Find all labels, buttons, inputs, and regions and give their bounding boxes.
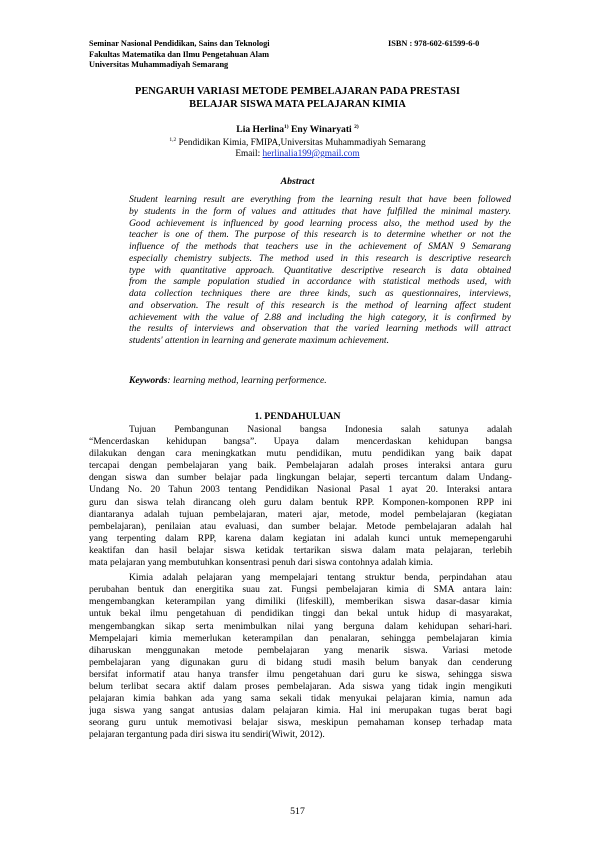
paragraph-line: mata pelajaran yang membutuhkan konsentrasi penuh dari siswa contohnya adalah kimia. xyxy=(89,557,433,569)
paragraph-line: mengembangkan sikap serta menimbulkan nilai yang berguna dalam kehidupan sehari-hari. xyxy=(89,620,512,632)
abstract-line: Student learning result are everything from the learning result that have been followed xyxy=(129,194,511,205)
abstract-line: especially chemistry subjects. The method used in this research is descriptive research xyxy=(129,252,511,264)
paragraph-line: pelajaran kimia bahkan ada yang sama sekali tidak menyukai pelajaran kimia, namun ada xyxy=(89,693,512,705)
author-sup: 1) xyxy=(284,124,289,130)
abstract-line: students' attention in learning and generate maximum achievement. xyxy=(129,335,389,346)
paragraph-line: Mempelajari kimia memerlukan keterampilan dan penalaran, sehingga pembelajaran kimia xyxy=(89,632,512,644)
paragraph-line: bersifat informatif atau hanya transfer ilmu pengetahuan dari guru ke siswa, sehingga siswa xyxy=(89,668,512,680)
paragraph-line: perubahan bentuk dan energitika suau zat. Fungsi pembelajaran kimia di SMA antara lain: xyxy=(89,584,512,596)
paragraph-line: pembelajaran), penilaian atau evaluasi, dan sumber belajar. Metode pembelajaran adalah hal xyxy=(89,520,512,532)
affiliation-text: Pendidikan Kimia, FMIPA,Universitas Muhammadiyah Semarang xyxy=(178,138,426,148)
abstract-line: and observation. The result of this research is the method of learning affect student xyxy=(129,299,511,311)
email-line xyxy=(80,149,515,159)
section-heading: 1. PENDAHULUAN xyxy=(254,411,341,422)
header-line-university: Universitas Muhammadiyah Semarang xyxy=(89,60,229,70)
paragraph-line: belum terlibat secara aktif dalam proses pembelajaran. Ada siswa yang tidak ingin mengikuti xyxy=(89,680,512,692)
affiliation xyxy=(80,137,515,148)
keywords-line xyxy=(129,375,327,386)
paragraph-line: guru dan siswa telah dirancang oleh guru dalam bentuk RPP. Komponen-komponen RPP ini xyxy=(89,496,512,508)
paragraph-line: dilakukan dengan cara meningkatkan mutu pendidikan, mutu pendidikan yang baik dapat xyxy=(89,448,512,460)
author-name: Eny Winaryati xyxy=(291,124,352,135)
abstract-line: teacher is one of them. The purpose of this research is to determine whether or not the xyxy=(129,229,511,241)
abstract-line: influence of the methods that teachers use in the achievement of SMAN 9 Semarang xyxy=(129,241,511,252)
isbn-label: ISBN : 978-602-61599-6-0 xyxy=(388,39,480,48)
paragraph-line: Kimia adalah pelajaran yang mempelajari tentang struktur benda, perpindahan atau xyxy=(129,572,512,584)
author-name: Lia Herlina xyxy=(236,124,284,135)
paragraph-line: dengan siswa dan sumber belajar pada lingkungan belajar, seperti tercantum dalam Undang- xyxy=(89,472,512,484)
abstract-line: from the sample population studied in accordance with statistical methods used, with xyxy=(129,276,511,288)
abstract-line: data collection techniques there are three kinds, such as questionnaires, interviews, xyxy=(129,288,511,299)
paragraph-line: tercapai dengan pembelajaran yang baik. Pembelajaran adalah proses interaksi antara guru xyxy=(89,460,512,472)
paragraph-line: untuk bekal ilmu pengetahuan di pendidikan tinggi dan bekal untuk hidup di masyarakat, xyxy=(89,608,512,620)
paragraph-line: keaktifan dan hasil belajar siswa ketidak tertarikan siswa dalam mata pelajaran, terlebih xyxy=(89,544,512,556)
header-line-conference: Seminar Nasional Pendidikan, Sains dan Teknologi xyxy=(89,39,270,48)
paper-title xyxy=(80,86,515,111)
author-list xyxy=(80,124,515,135)
paragraph-line: “Mencerdaskan kehidupan bangsa”. Upaya dalam mencerdaskan kehidupan bangsa xyxy=(89,436,512,448)
abstract-line: by students in the form of values and attitudes that have fulfilled the minimal mastery. xyxy=(129,205,511,217)
email-link[interactable]: herlinalia199@gmail.com xyxy=(262,149,360,159)
conference-header xyxy=(89,39,349,71)
title-line: PENGARUH VARIASI METODE PEMBELAJARAN PADA PRESTASI xyxy=(135,86,460,97)
paragraph-line: diharuskan menggunakan metode pembelajaran yang menarik siswa. Variasi metode xyxy=(89,644,512,656)
abstract-line: achievement with the value of 2.88 and including the high category, it is confirmed by xyxy=(129,311,511,323)
abstract-heading: Abstract xyxy=(280,176,315,187)
paragraph-line: yang terpenting dalam RPP, karena dalam kegiatan ini adalah kunci untuk memepengaruhi xyxy=(89,532,512,544)
paragraph-line: juga siswa yang sangat antusias dalam pelajaran kimia. Hal ini merupakan tugas berat bagi xyxy=(89,705,512,717)
abstract-line: the results of interviews and observation that the varied learning methods will attract xyxy=(129,323,511,335)
email-label: Email: xyxy=(235,149,261,159)
page-number: 517 xyxy=(290,806,305,817)
paragraph-line: seorang guru untuk memotivasi belajar siswa, meskipun pemahaman konsep terhadap mata xyxy=(89,717,512,729)
paragraph-line: diantaranya adalah tujuan pembelajaran, materi ajar, metode, model pembelajaran (kegiatan xyxy=(89,508,512,520)
paragraph-line: pembelajaran yang digunakan guru di bidang studi masih belum banyak dan cenderung xyxy=(89,656,512,668)
author-sup: 2) xyxy=(354,124,359,130)
section-body xyxy=(89,424,512,741)
paragraph-line: Tujuan Pembangunan Nasional bangsa Indonesia salah satunya adalah xyxy=(129,424,512,435)
paragraph-line: pelajaran tergantung pada diri siswa itu sendiri(Wiwit, 2012). xyxy=(89,729,325,741)
affiliation-sup: 1,2 xyxy=(169,137,177,143)
abstract-line: Good achievement is influenced by good learning process also, the method used by the xyxy=(129,217,511,229)
abstract-line: type with quantitative approach. Quantitative descriptive research is data obtained xyxy=(129,264,511,276)
paragraph-line: mengembangkan keterampilan yang dimiliki (lifeskill), memberikan siswa dasar-dasar kimia xyxy=(89,596,512,608)
abstract-body xyxy=(129,194,511,347)
keywords-text: : learning method, learning performence. xyxy=(167,375,327,386)
paragraph-line: Undang No. 20 Tahun 2003 tentang Pendidikan Nasional Pasal 1 ayat 20. Interaksi antara xyxy=(89,484,512,496)
title-line: BELAJAR SISWA MATA PELAJARAN KIMIA xyxy=(189,98,406,110)
keywords-label: Keywords xyxy=(129,375,168,386)
header-line-faculty: Fakultas Matematika dan Ilmu Pengetahuan Alam xyxy=(89,49,270,59)
